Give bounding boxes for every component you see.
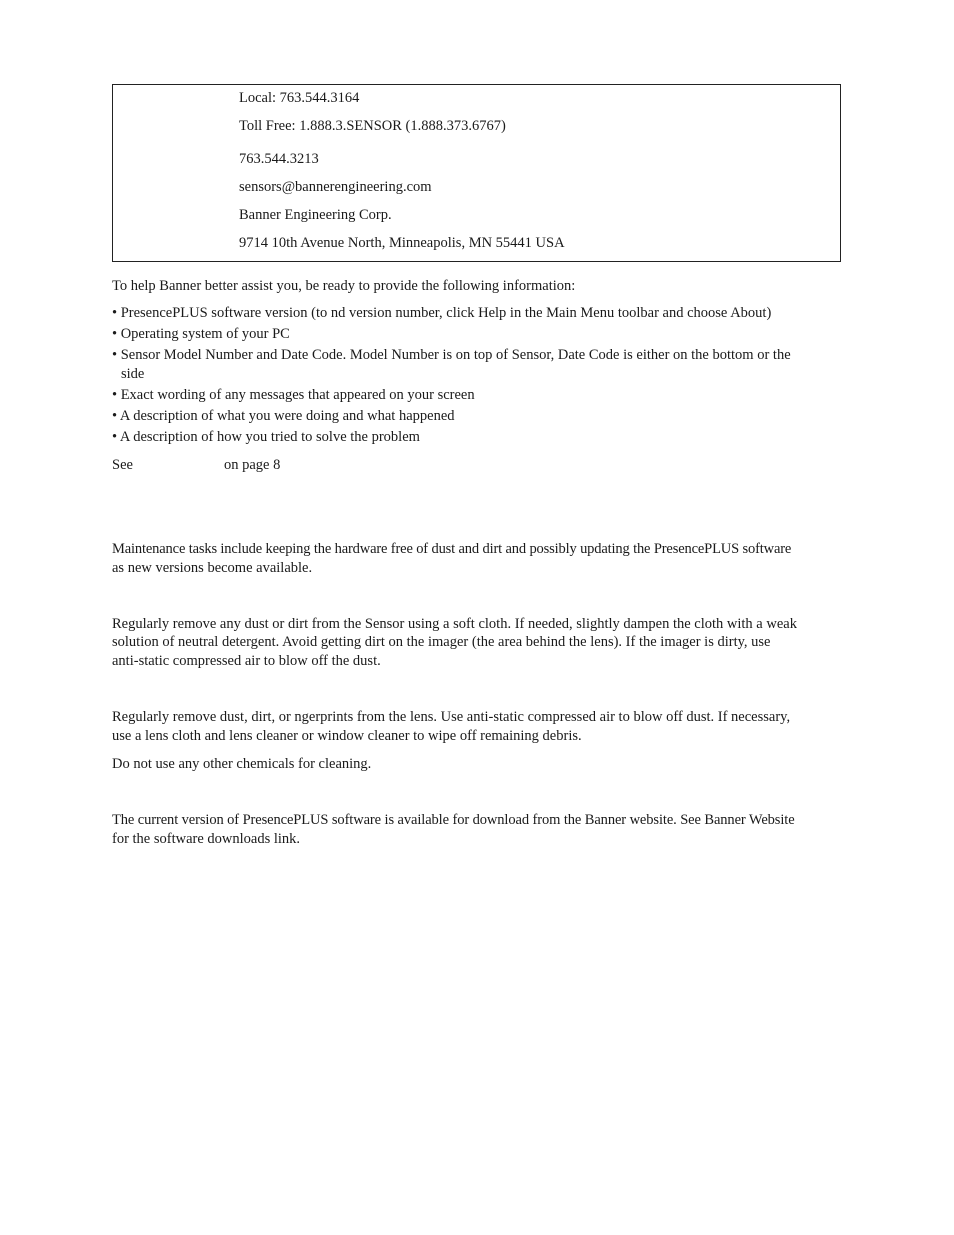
list-item: • A description of what you were doing and what happened: [112, 408, 455, 424]
intro-text: To help Banner better assist you, be ready to provide the following information:: [112, 278, 576, 294]
maintenance-line: as new versions become available.: [112, 560, 313, 576]
fax-number: 763.544.3213: [239, 151, 319, 167]
local-phone: Local: 763.544.3164: [239, 90, 360, 106]
email-address: sensors@bannerengineering.com: [239, 179, 432, 195]
lens-cleaning-line: use a lens cloth and lens cleaner or window cleaner to wipe off remaining debris.: [112, 728, 582, 744]
sensor-cleaning-line: Regularly remove any dust or dirt from the Sensor using a soft cloth. If needed, slightly dampen the cloth with a weak: [112, 616, 797, 632]
mailing-address: 9714 10th Avenue North, Minneapolis, MN 55441 USA: [239, 235, 565, 251]
list-item: • Exact wording of any messages that appeared on your screen: [112, 387, 475, 403]
list-item: • PresencePLUS software version (to nd version number, click Help in the Main Menu toolbar and choose About): [112, 305, 772, 321]
list-item: • Sensor Model Number and Date Code. Model Number is on top of Sensor, Date Code is either on the bottom or the: [112, 347, 791, 363]
toll-free-phone: Toll Free: 1.888.3.SENSOR (1.888.373.6767): [239, 118, 506, 134]
sensor-cleaning-line: anti-static compressed air to blow off the dust.: [112, 653, 381, 669]
company-name: Banner Engineering Corp.: [239, 207, 392, 223]
list-item: • A description of how you tried to solve the problem: [112, 429, 420, 445]
page-reference[interactable]: on page 8: [224, 457, 281, 473]
sensor-cleaning-line: solution of neutral detergent. Avoid getting dirt on the imager (the area behind the lens). If the imager is dirty, use: [112, 634, 771, 650]
list-item: • Operating system of your PC: [112, 326, 290, 342]
contact-info-box: [112, 84, 841, 262]
software-update-line: The current version of PresencePLUS software is available for download from the Banner website. See Banner Website: [112, 812, 795, 828]
software-update-line: for the software downloads link.: [112, 831, 301, 847]
see-text: See: [112, 457, 133, 473]
lens-cleaning-line: Regularly remove dust, dirt, or ngerprints from the lens. Use anti-static compressed air to blow off dust. If necessary,: [112, 709, 791, 725]
chemical-warning: Do not use any other chemicals for cleaning.: [112, 756, 372, 772]
list-item-continuation: side: [121, 366, 145, 382]
maintenance-line: Maintenance tasks include keeping the hardware free of dust and dirt and possibly updating the PresencePLUS software: [112, 541, 792, 557]
